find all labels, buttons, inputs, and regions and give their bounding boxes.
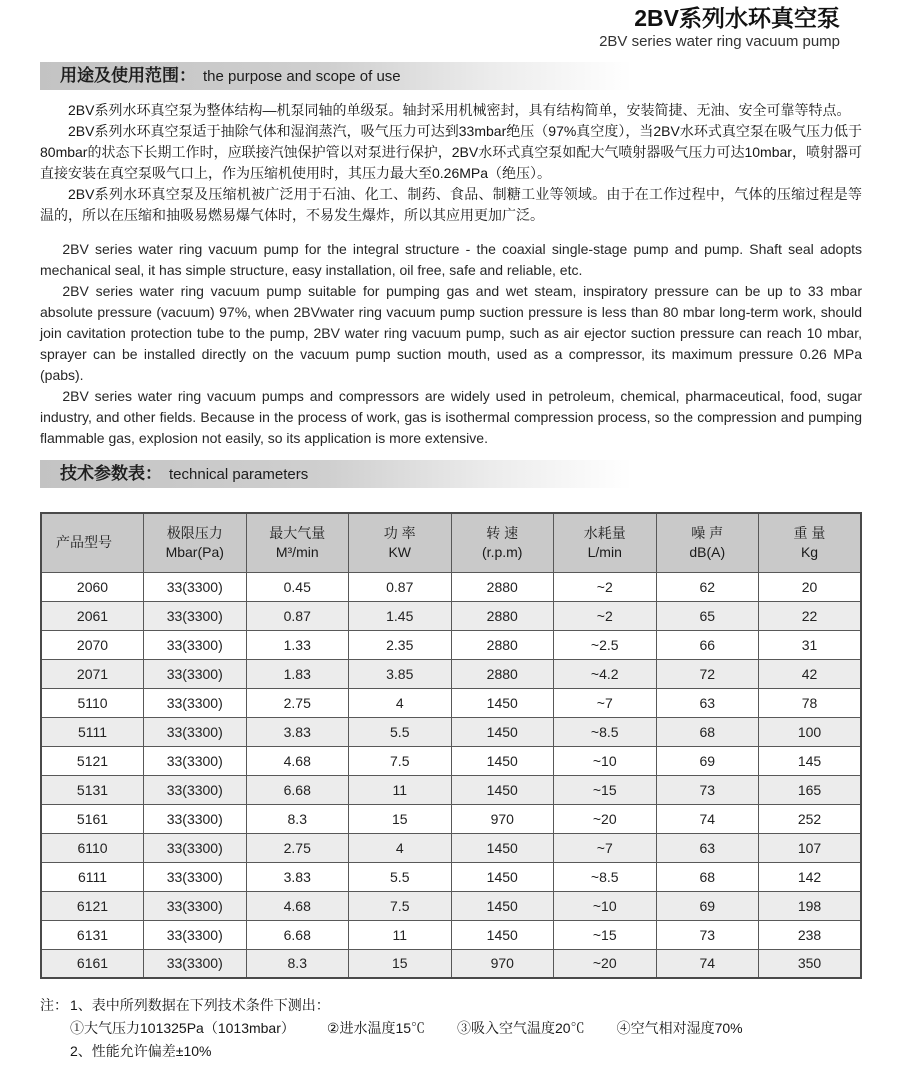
table-cell: 1.33 <box>246 630 349 659</box>
table-cell: 6161 <box>41 949 144 978</box>
table-cell: 74 <box>656 949 759 978</box>
table-cell: 252 <box>759 804 862 833</box>
table-cell: ~8.5 <box>554 717 657 746</box>
table-row <box>41 949 861 978</box>
note-line-2: 2、性能允许偏差±10% <box>70 1043 212 1059</box>
params-heading-en: technical parameters <box>169 466 309 483</box>
purpose-text-english <box>40 239 862 449</box>
table-cell: 5121 <box>41 746 144 775</box>
table-cell: ~10 <box>554 746 657 775</box>
table-cell: 33(3300) <box>144 775 247 804</box>
table-cell: 33(3300) <box>144 833 247 862</box>
table-cell: 350 <box>759 949 862 978</box>
table-header-cell: 水耗量 L/min <box>554 513 657 572</box>
table-cell: 11 <box>349 775 452 804</box>
table-cell: 33(3300) <box>144 862 247 891</box>
table-cell: 6.68 <box>246 775 349 804</box>
table-cell: ~20 <box>554 804 657 833</box>
table-row <box>41 862 861 891</box>
table-cell: 107 <box>759 833 862 862</box>
page-title: 2BV系列水环真空泵 <box>634 5 840 31</box>
table-cell: 3.83 <box>246 717 349 746</box>
note-condition-3: ③吸入空气温度20℃ <box>457 1020 585 1036</box>
table-cell: 1450 <box>451 775 554 804</box>
table-cell: ~20 <box>554 949 657 978</box>
table-cell: 8.3 <box>246 804 349 833</box>
table-cell: 11 <box>349 920 452 949</box>
note-condition-2: ②进水温度15℃ <box>326 1020 426 1036</box>
table-cell: 63 <box>656 833 759 862</box>
table-cell: 73 <box>656 775 759 804</box>
table-cell: 238 <box>759 920 862 949</box>
params-heading-cn: 技术参数表： <box>60 464 162 483</box>
table-cell: ~15 <box>554 775 657 804</box>
notes <box>40 994 862 1063</box>
table-cell: 6.68 <box>246 920 349 949</box>
table-cell: 4 <box>349 688 452 717</box>
table-cell: 4 <box>349 833 452 862</box>
table-header-cell: 噪 声 dB(A) <box>656 513 759 572</box>
table-cell: 7.5 <box>349 891 452 920</box>
table-cell: 2880 <box>451 659 554 688</box>
paragraph-cn-1: 2BV系列水环真空泵为整体结构—机泵同轴的单级泵。轴封采用机械密封，具有结构简单，安装简捷、无油、安全可靠等特点。 <box>68 102 851 118</box>
table-cell: 68 <box>656 717 759 746</box>
table-cell: 6121 <box>41 891 144 920</box>
table-cell: 2061 <box>41 601 144 630</box>
table-cell: 5110 <box>41 688 144 717</box>
table-cell: 1.45 <box>349 601 452 630</box>
table-header-cell: 功 率 KW <box>349 513 452 572</box>
table-cell: 2.75 <box>246 833 349 862</box>
table-cell: 165 <box>759 775 862 804</box>
table-cell: 33(3300) <box>144 630 247 659</box>
table-cell: 1450 <box>451 862 554 891</box>
table-cell: 65 <box>656 601 759 630</box>
table-cell: 5.5 <box>349 717 452 746</box>
table-cell: ~7 <box>554 688 657 717</box>
table-cell: 100 <box>759 717 862 746</box>
table-cell: 33(3300) <box>144 572 247 601</box>
table-cell: 4.68 <box>246 891 349 920</box>
table-row <box>41 920 861 949</box>
table-cell: 74 <box>656 804 759 833</box>
page-subtitle: 2BV series water ring vacuum pump <box>599 33 840 50</box>
table-cell: 33(3300) <box>144 920 247 949</box>
table-row <box>41 688 861 717</box>
table-cell: 2.75 <box>246 688 349 717</box>
table-cell: 7.5 <box>349 746 452 775</box>
table-cell: 3.85 <box>349 659 452 688</box>
paragraph-cn-2: 2BV系列水环真空泵适于抽除气体和湿润蒸汽，吸气压力可达到33mbar绝压（97%真空度），当2BV水环式真空泵在吸气压力低于80mbar的状态下长期工作时，应联接汽蚀保护管以对泵进行保护，2BV水环式真空泵如配大气喷射器吸气压力可达10mbar，喷射器可直接安装在真空泵吸气口上，作为压缩机使用时，其压力最大至0.26MPa（绝压）。 <box>40 123 862 181</box>
table-cell: 33(3300) <box>144 746 247 775</box>
page-header <box>40 5 862 51</box>
table-cell: 5.5 <box>349 862 452 891</box>
table-cell: 0.87 <box>349 572 452 601</box>
table-cell: 22 <box>759 601 862 630</box>
table-cell: 2.35 <box>349 630 452 659</box>
table-cell: 42 <box>759 659 862 688</box>
table-cell: 5111 <box>41 717 144 746</box>
notes-body <box>70 994 862 1063</box>
table-cell: 8.3 <box>246 949 349 978</box>
table-row <box>41 891 861 920</box>
table-cell: 69 <box>656 891 759 920</box>
table-cell: 1450 <box>451 688 554 717</box>
table-row <box>41 775 861 804</box>
params-section-bar <box>40 460 862 488</box>
table-cell: 145 <box>759 746 862 775</box>
table-body <box>41 572 861 978</box>
table-row <box>41 804 861 833</box>
table-cell: ~2 <box>554 572 657 601</box>
table-header-cell: 重 量 Kg <box>759 513 862 572</box>
table-cell: 72 <box>656 659 759 688</box>
table-cell: 73 <box>656 920 759 949</box>
table-cell: 33(3300) <box>144 804 247 833</box>
purpose-heading-en: the purpose and scope of use <box>203 68 401 85</box>
note-line-1: 1、表中所列数据在下列技术条件下测出： <box>70 997 330 1013</box>
table-cell: 1450 <box>451 891 554 920</box>
table-cell: 1450 <box>451 833 554 862</box>
table-row <box>41 659 861 688</box>
table-cell: 3.83 <box>246 862 349 891</box>
table-cell: 2071 <box>41 659 144 688</box>
table-header-cell: 极限压力 Mbar(Pa) <box>144 513 247 572</box>
table-row <box>41 746 861 775</box>
table-cell: 20 <box>759 572 862 601</box>
table-header-cell: 产品型号 <box>41 513 144 572</box>
table-cell: 68 <box>656 862 759 891</box>
table-cell: 970 <box>451 804 554 833</box>
table-row <box>41 717 861 746</box>
table-cell: 1.83 <box>246 659 349 688</box>
table-cell: 15 <box>349 804 452 833</box>
table-row <box>41 601 861 630</box>
table-row <box>41 630 861 659</box>
table-header-cell: 转 速 (r.p.m) <box>451 513 554 572</box>
table-cell: 0.87 <box>246 601 349 630</box>
purpose-section-bar <box>40 62 862 90</box>
paragraph-cn-3: 2BV系列水环真空泵及压缩机被广泛用于石油、化工、制药、食品、制糖工业等领域。由于在工作过程中，气体的压缩过程是等温的，所以在压缩和抽吸易燃易爆气体时，不易发生爆炸，所以其应用更加广泛。 <box>40 186 862 223</box>
table-cell: 33(3300) <box>144 949 247 978</box>
table-cell: ~15 <box>554 920 657 949</box>
table-cell: 5131 <box>41 775 144 804</box>
table-cell: 0.45 <box>246 572 349 601</box>
paragraph-en-1: 2BV series water ring vacuum pump for the integral structure - the coaxial single-stage pump and pump. Shaft seal adopts mechanical seal, it has simple structure, easy installation, oil free, safe and reliable, etc. <box>40 241 862 278</box>
table-cell: ~10 <box>554 891 657 920</box>
table-cell: 970 <box>451 949 554 978</box>
table-cell: 62 <box>656 572 759 601</box>
table-head <box>41 513 861 572</box>
table-cell: 5161 <box>41 804 144 833</box>
table-cell: 78 <box>759 688 862 717</box>
table-cell: ~7 <box>554 833 657 862</box>
purpose-heading-cn: 用途及使用范围： <box>60 66 196 85</box>
params-table <box>40 512 862 979</box>
note-condition-1: ①大气压力101325Pa（1013mbar） <box>70 1020 295 1036</box>
table-cell: 142 <box>759 862 862 891</box>
table-cell: 33(3300) <box>144 891 247 920</box>
note-condition-4: ④空气相对湿度70% <box>616 1020 743 1036</box>
table-cell: 15 <box>349 949 452 978</box>
table-row <box>41 833 861 862</box>
note-conditions <box>70 1017 862 1040</box>
table-cell: 2880 <box>451 572 554 601</box>
table-cell: 2880 <box>451 630 554 659</box>
table-header-row <box>41 513 861 572</box>
table-cell: 63 <box>656 688 759 717</box>
table-cell: 2060 <box>41 572 144 601</box>
notes-label: 注： <box>40 997 68 1013</box>
paragraph-en-3: 2BV series water ring vacuum pumps and compressors are widely used in petroleum, chemical, pharmaceutical, food, sugar industry, and other fields. Because in the process of work, gas is isothermal compression process, so the compression and pumping flammable gas, explosion not easily, so its application is more extensive. <box>40 388 862 446</box>
table-cell: 33(3300) <box>144 688 247 717</box>
table-cell: 33(3300) <box>144 659 247 688</box>
table-cell: 33(3300) <box>144 717 247 746</box>
table-cell: 33(3300) <box>144 601 247 630</box>
table-cell: 198 <box>759 891 862 920</box>
table-cell: 6110 <box>41 833 144 862</box>
table-header-cell: 最大气量 M³/min <box>246 513 349 572</box>
table-cell: 66 <box>656 630 759 659</box>
table-cell: 1450 <box>451 717 554 746</box>
purpose-text-chinese <box>40 100 862 226</box>
table-cell: 2070 <box>41 630 144 659</box>
table-cell: 4.68 <box>246 746 349 775</box>
table-cell: 1450 <box>451 920 554 949</box>
table-cell: 69 <box>656 746 759 775</box>
table-cell: 1450 <box>451 746 554 775</box>
table-cell: 6131 <box>41 920 144 949</box>
table-row <box>41 572 861 601</box>
table-cell: 6111 <box>41 862 144 891</box>
table-cell: ~4.2 <box>554 659 657 688</box>
table-cell: 31 <box>759 630 862 659</box>
table-cell: 2880 <box>451 601 554 630</box>
table-cell: ~2.5 <box>554 630 657 659</box>
table-cell: ~2 <box>554 601 657 630</box>
table-cell: ~8.5 <box>554 862 657 891</box>
paragraph-en-2: 2BV series water ring vacuum pump suitable for pumping gas and wet steam, inspiratory pressure can be up to 33 mbar absolute pressure (vacuum) 97%, when 2BVwater ring vacuum pump suction pressure is less than 80 mbar long-term work, should join cavitation protection tube to the pump, 2BV water ring vacuum pump, such as air ejector suction pressure can reach 10 mbar, sprayer can be installed directly on the vacuum pump suction mouth, used as a compressor, its maximum pressure 0.26 MPa (pabs). <box>40 283 862 383</box>
